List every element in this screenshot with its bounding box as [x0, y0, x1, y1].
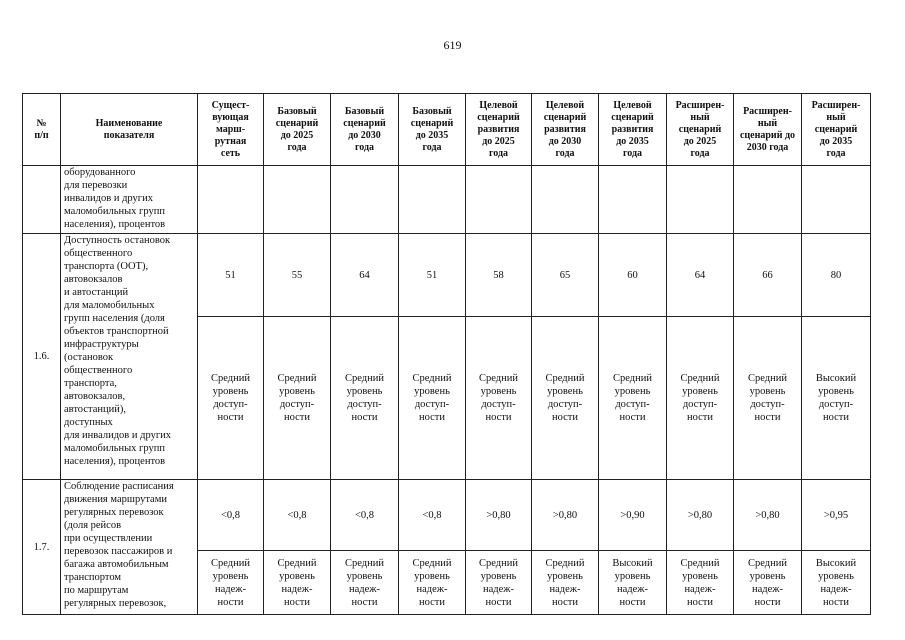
- level-cell: Средний уровень надеж- ности: [466, 551, 532, 615]
- level-cell: Средний уровень надеж- ности: [264, 551, 331, 615]
- header-cell-extended-2035: Расширен- ный сценарий до 2035 года: [802, 94, 871, 166]
- continuation-text: оборудованного для перевозки инвалидов и других маломобильных групп населения), процентов: [61, 166, 198, 234]
- value-cell: 51: [399, 234, 466, 317]
- level-cell: Средний уровень доступ- ности: [532, 317, 599, 480]
- indicators-table: [22, 93, 871, 615]
- table-cell: [399, 166, 466, 234]
- table-cell: [23, 166, 61, 234]
- level-cell: Средний уровень доступ- ности: [599, 317, 667, 480]
- value-cell: 60: [599, 234, 667, 317]
- value-cell: 64: [331, 234, 399, 317]
- level-cell: Высокий уровень доступ- ности: [802, 317, 871, 480]
- table-cell: [532, 166, 599, 234]
- value-cell: 58: [466, 234, 532, 317]
- header-cell-extended-2030: Расширен- ный сценарий до 2030 года: [734, 94, 802, 166]
- value-cell: <0,8: [331, 480, 399, 551]
- header-cell-target-2035: Целевой сценарий развития до 2035 года: [599, 94, 667, 166]
- level-cell: Средний уровень надеж- ности: [399, 551, 466, 615]
- header-cell-base-2035: Базовый сценарий до 2035 года: [399, 94, 466, 166]
- level-cell: Высокий уровень надеж- ности: [599, 551, 667, 615]
- value-cell: 64: [667, 234, 734, 317]
- value-cell: >0,80: [734, 480, 802, 551]
- value-cell: <0,8: [198, 480, 264, 551]
- table-cell: [264, 166, 331, 234]
- level-cell: Средний уровень доступ- ности: [331, 317, 399, 480]
- level-cell: Средний уровень надеж- ности: [667, 551, 734, 615]
- table-cell: [802, 166, 871, 234]
- value-cell: >0,80: [532, 480, 599, 551]
- table-row-continuation: [23, 166, 871, 234]
- indicator-name: Доступность остановок общественного транспорта (ООТ), автовокзалов и автостанций для маломобильных групп населения (доля объектов транспортной инфраструктуры (остановок общественного транспорта, автовокзалов, автостанций), доступных для инвалидов и других маломобильных групп населения), процентов: [61, 234, 198, 480]
- value-cell: 55: [264, 234, 331, 317]
- page-number: 619: [443, 38, 462, 52]
- table-row-1-6-values: [23, 234, 871, 317]
- header-cell-indicator-name: Наименование показателя: [61, 94, 198, 166]
- level-cell: Средний уровень доступ- ности: [466, 317, 532, 480]
- header-row: [23, 94, 871, 166]
- header-cell-base-2030: Базовый сценарий до 2030 года: [331, 94, 399, 166]
- value-cell: 51: [198, 234, 264, 317]
- table-cell: [198, 166, 264, 234]
- value-cell: <0,8: [399, 480, 466, 551]
- value-cell: >0,90: [599, 480, 667, 551]
- value-cell: >0,95: [802, 480, 871, 551]
- table-cell: [331, 166, 399, 234]
- value-cell: 65: [532, 234, 599, 317]
- level-cell: Средний уровень надеж- ности: [331, 551, 399, 615]
- level-cell: Средний уровень доступ- ности: [264, 317, 331, 480]
- level-cell: Высокий уровень надеж- ности: [802, 551, 871, 615]
- level-cell: Средний уровень надеж- ности: [734, 551, 802, 615]
- value-cell: >0,80: [466, 480, 532, 551]
- level-cell: Средний уровень надеж- ности: [532, 551, 599, 615]
- table-cell: [466, 166, 532, 234]
- header-cell-extended-2025: Расширен- ный сценарий до 2025 года: [667, 94, 734, 166]
- table-cell: [667, 166, 734, 234]
- header-cell-number: № п/п: [23, 94, 61, 166]
- row-number: 1.6.: [23, 234, 61, 480]
- value-cell: <0,8: [264, 480, 331, 551]
- indicator-name: Соблюдение расписания движения маршрутами регулярных перевозок (доля рейсов при осуществлении перевозок пассажиров и багажа автомобильным транспортом по маршрутам регулярных перевозок,: [61, 480, 198, 615]
- table-row-1-7-values: [23, 480, 871, 551]
- value-cell: 80: [802, 234, 871, 317]
- level-cell: Средний уровень надеж- ности: [198, 551, 264, 615]
- value-cell: >0,80: [667, 480, 734, 551]
- row-number: 1.7.: [23, 480, 61, 615]
- header-cell-target-2025: Целевой сценарий развития до 2025 года: [466, 94, 532, 166]
- level-cell: Средний уровень доступ- ности: [667, 317, 734, 480]
- table-cell: [734, 166, 802, 234]
- level-cell: Средний уровень доступ- ности: [734, 317, 802, 480]
- value-cell: 66: [734, 234, 802, 317]
- table-cell: [599, 166, 667, 234]
- level-cell: Средний уровень доступ- ности: [198, 317, 264, 480]
- level-cell: Средний уровень доступ- ности: [399, 317, 466, 480]
- header-cell-existing-network: Сущест- вующая марш- рутная сеть: [198, 94, 264, 166]
- header-cell-base-2025: Базовый сценарий до 2025 года: [264, 94, 331, 166]
- header-cell-target-2030: Целевой сценарий развития до 2030 года: [532, 94, 599, 166]
